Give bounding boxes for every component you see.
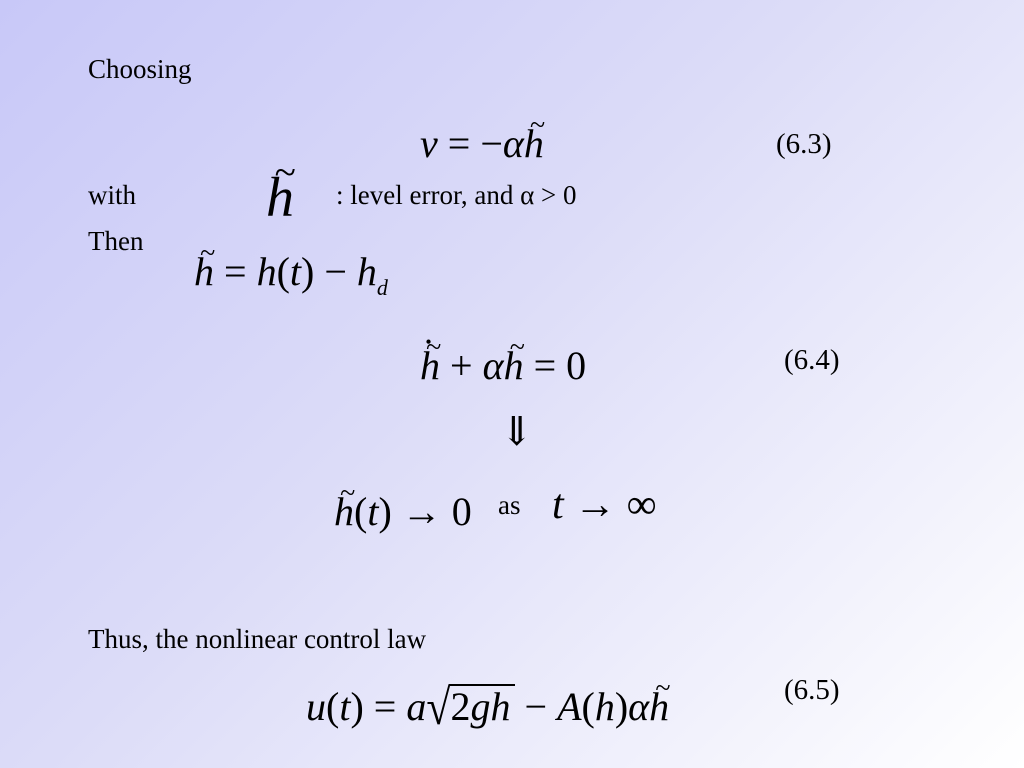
equation-number-6-3: (6.3)	[776, 128, 832, 160]
text-then: Then	[88, 226, 144, 256]
equation-limit-right: t → ∞	[552, 482, 657, 528]
equation-number-6-4: (6.4)	[784, 344, 840, 376]
equation-h-definition: ~ $h = h(t) - h_d$	[194, 252, 388, 292]
text-with: with	[88, 180, 137, 210]
equation-limit-left: ~ h(t) → 0	[334, 492, 472, 532]
equation-6-3: v = −α~ h	[420, 124, 544, 164]
text-as: as	[498, 490, 521, 520]
equation-number-6-5: (6.5)	[784, 674, 840, 706]
equation-6-4: ~ h • + α~ h = 0	[420, 346, 586, 386]
equation-6-5: u(t) = a√2gh − A(h)α~ h	[306, 684, 669, 728]
text-choosing: Choosing	[88, 54, 192, 84]
text-level-error: : level error, and α > 0	[336, 180, 577, 210]
implies-arrow: ⇓	[500, 409, 534, 454]
symbol-h-tilde: ~ h	[266, 166, 294, 230]
text-thus: Thus, the nonlinear control law	[88, 624, 427, 654]
